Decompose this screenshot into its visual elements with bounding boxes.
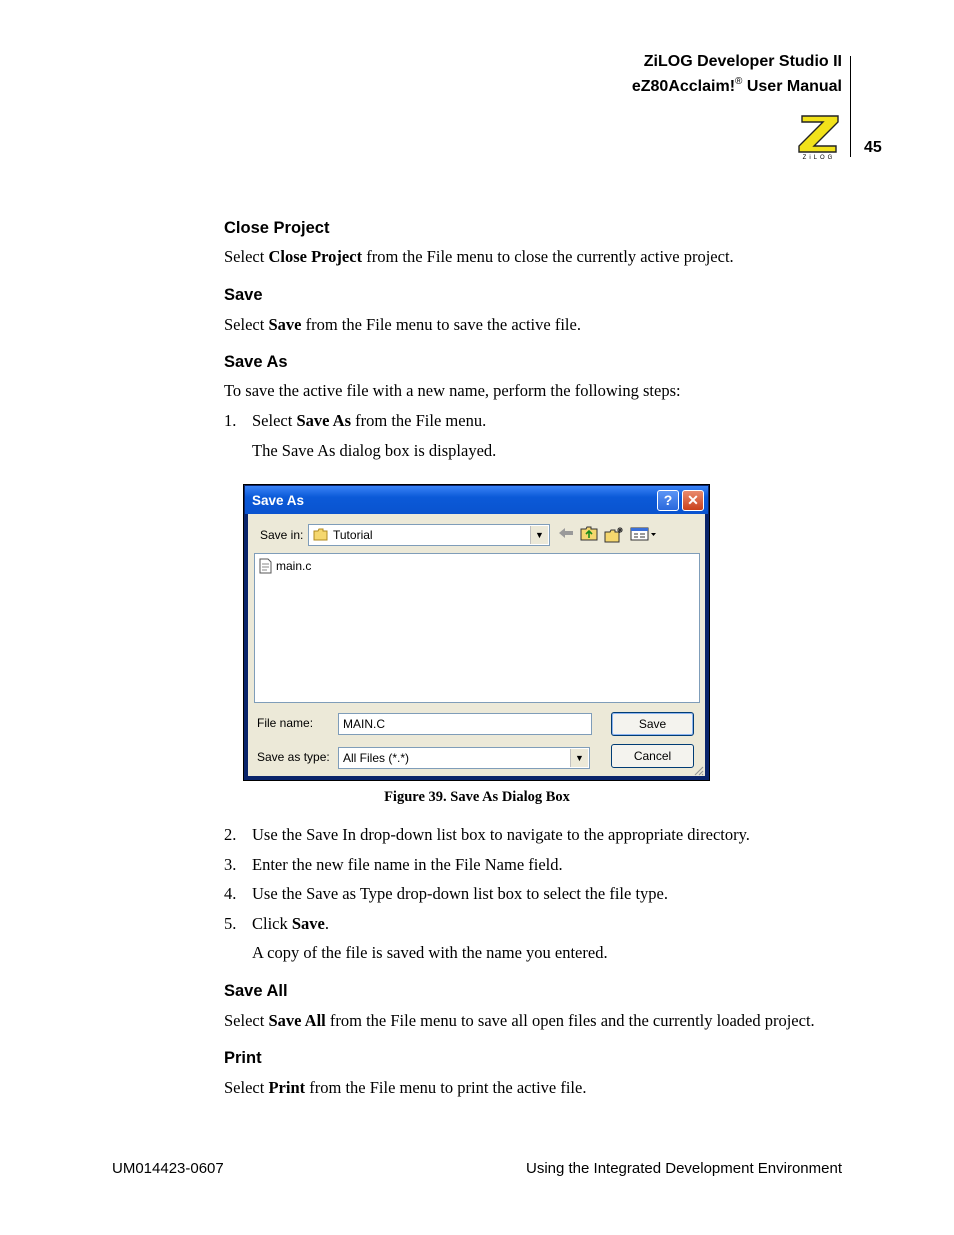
save-as-type-dropdown[interactable] — [338, 747, 590, 769]
step-number: 5. — [224, 914, 237, 933]
text-post: from the File menu to close the currently active project. — [362, 247, 734, 266]
text-pre: Click — [252, 914, 292, 933]
file-name-input[interactable] — [338, 713, 592, 735]
save-in-dropdown[interactable] — [308, 524, 550, 546]
text-bold: Close Project — [268, 247, 363, 266]
heading-save-as: Save As — [224, 353, 288, 371]
help-button[interactable]: ? — [657, 490, 679, 511]
footer-section-title: Using the Integrated Development Environment — [525, 1160, 842, 1177]
up-folder-icon[interactable] — [580, 526, 598, 544]
file-name-main-c: main.c — [276, 559, 312, 573]
paragraph-save — [224, 315, 581, 335]
folder-icon — [313, 528, 327, 539]
chevron-down-icon[interactable]: ▼ — [570, 749, 588, 767]
step-4: Use the Save as Type drop-down list box to select the file type. — [252, 884, 668, 903]
file-name-value: MAIN.C — [343, 717, 385, 731]
save-in-label: Save in: — [260, 528, 304, 542]
chevron-down-icon[interactable]: ▼ — [530, 526, 548, 544]
save-as-type-value: All Files (*.*) — [343, 751, 410, 765]
header-divider — [850, 56, 851, 157]
text-pre: Select — [224, 247, 269, 266]
step-number: 2. — [224, 825, 237, 844]
save-as-type-label: Save as type: — [257, 750, 330, 764]
heading-print: Print — [224, 1049, 262, 1067]
step-5-note: A copy of the file is saved with the name you entered. — [252, 943, 608, 962]
text-bold: Save As — [296, 411, 352, 430]
step-number: 3. — [224, 855, 237, 874]
text-pre: Select — [224, 1078, 269, 1097]
step-1 — [252, 411, 486, 431]
save-as-dialog — [243, 484, 710, 781]
paragraph-save-all — [224, 1011, 815, 1031]
new-folder-icon[interactable] — [604, 526, 624, 544]
close-button[interactable]: ✕ — [682, 490, 704, 511]
page-number: 45 — [864, 139, 882, 156]
resize-grip-icon[interactable] — [692, 763, 704, 775]
registered-mark: ® — [735, 76, 743, 87]
view-menu-icon[interactable] — [630, 526, 658, 544]
text-pre: Select — [252, 411, 297, 430]
save-button[interactable]: Save — [611, 712, 694, 736]
figure-caption: Figure 39. Save As Dialog Box — [384, 789, 570, 805]
text-post: from the File menu to save all open files and the currently loaded project. — [325, 1011, 815, 1030]
text-bold: Save All — [268, 1011, 326, 1030]
zilog-logo-icon — [796, 114, 842, 160]
dialog-title-bar[interactable] — [245, 486, 708, 514]
step-number: 1. — [224, 411, 237, 430]
paragraph-close-project — [224, 247, 734, 267]
text-post: from the File menu to print the active file. — [305, 1078, 587, 1097]
back-arrow-icon[interactable] — [558, 526, 574, 544]
text-pre: Select — [224, 1011, 269, 1030]
zilog-logo — [796, 114, 842, 160]
step-5 — [252, 914, 329, 934]
footer-doc-id: UM014423-0607 — [112, 1160, 224, 1177]
save-in-value: Tutorial — [333, 528, 373, 542]
dialog-body — [248, 514, 705, 776]
c-file-icon — [259, 558, 272, 579]
text-post: from the File menu. — [351, 411, 487, 430]
file-name-label: File name: — [257, 716, 314, 730]
file-list[interactable] — [254, 553, 700, 703]
cancel-button[interactable]: Cancel — [611, 744, 694, 768]
text-post: from the File menu to save the active file. — [301, 315, 581, 334]
header-manual: User Manual — [742, 78, 842, 95]
heading-close-project: Close Project — [224, 219, 330, 237]
text-pre: Select — [224, 315, 269, 334]
heading-save-all: Save All — [224, 982, 288, 1000]
text-bold: Save — [291, 914, 325, 933]
heading-save: Save — [224, 286, 263, 304]
step-3: Enter the new file name in the File Name field. — [252, 855, 563, 874]
text-bold: Save — [268, 315, 302, 334]
dialog-title: Save As — [252, 493, 305, 508]
step-1-note: The Save As dialog box is displayed. — [252, 441, 497, 460]
header-product: eZ80Acclaim! — [631, 78, 736, 95]
paragraph-print — [224, 1078, 586, 1098]
paragraph-save-as-intro: To save the active file with a new name, perform the following steps: — [224, 381, 681, 400]
step-number: 4. — [224, 884, 237, 903]
header-title-line2 — [632, 72, 842, 97]
logo-wordmark: ZiLOG — [802, 155, 836, 160]
step-2: Use the Save In drop-down list box to navigate to the appropriate directory. — [252, 825, 750, 844]
header-title-line1: ZiLOG Developer Studio II — [643, 53, 842, 70]
text-bold: Print — [268, 1078, 306, 1097]
text-post: . — [324, 914, 329, 933]
